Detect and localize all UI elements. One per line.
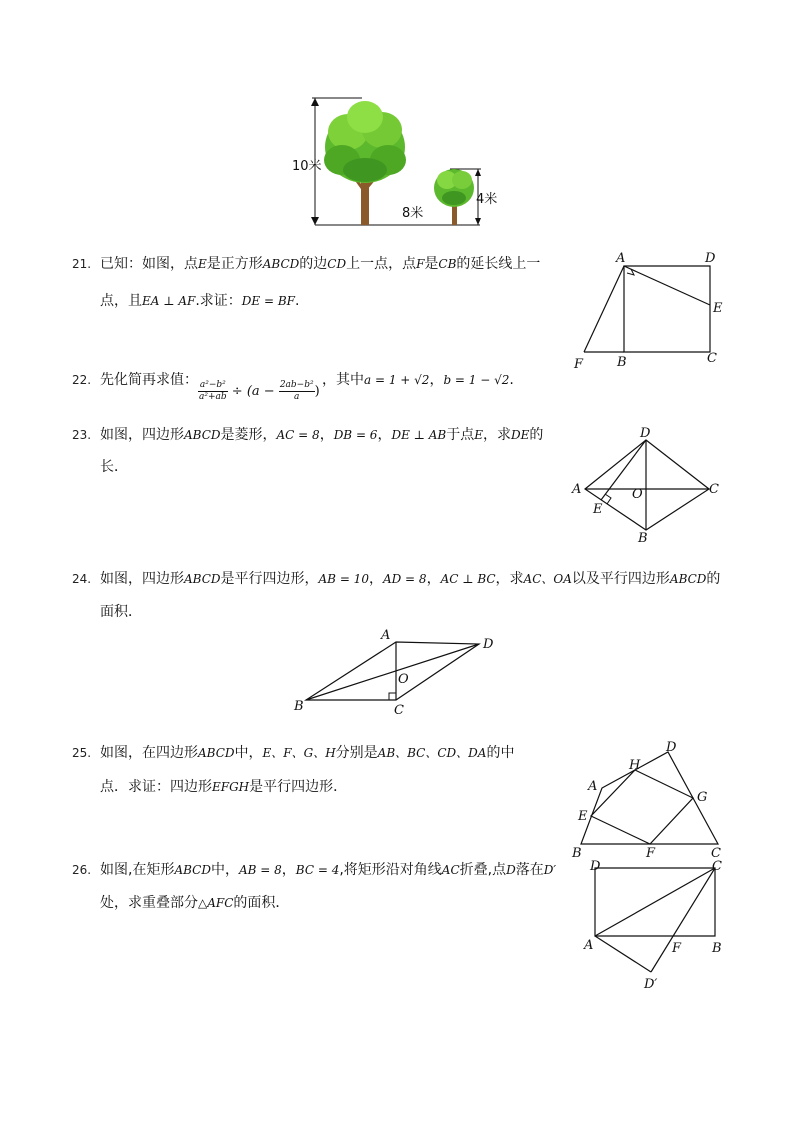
quadrilateral-figure — [568, 740, 730, 862]
label-E: E — [713, 301, 723, 316]
label-H: H — [629, 758, 641, 773]
question-22-expression: $\frac{\text{a²−b²}}{\text{a²+ab}}$ ÷ (a − $\frac{\text{2ab−b²}}{a}$ ) — [199, 380, 320, 402]
label-F: F — [672, 941, 682, 956]
label-A: A — [588, 779, 598, 794]
question-21 — [72, 254, 552, 314]
label-E: E — [578, 809, 588, 824]
parallelogram-figure — [286, 624, 506, 718]
question-22 — [72, 370, 552, 414]
label-C: C — [711, 846, 721, 861]
label-C: C — [394, 703, 404, 718]
square-figure-drawing — [570, 248, 730, 373]
question-number: 25. — [72, 746, 92, 760]
label-C: C — [707, 351, 717, 366]
question-number: 22. — [72, 373, 92, 387]
question-23-line-2: 长． — [100, 459, 128, 475]
question-number: 24. — [72, 572, 92, 586]
question-25-line-2: 点．求证：四边形EFGH是平行四边形． — [100, 779, 348, 795]
question-24-line-2: 面积． — [100, 604, 142, 620]
fraction-2: $\frac{\text{2ab−b²}}{a}$ — [279, 380, 314, 402]
question-21-line-2: 点，且EA ⊥ AF.求证：DE = BF. — [100, 293, 300, 309]
label-B: B — [617, 355, 627, 370]
label-O: O — [398, 672, 409, 687]
label-D: D — [483, 637, 494, 652]
rectangle-fold-figure-drawing — [576, 856, 736, 992]
label-C: C — [709, 482, 719, 497]
question-24-line-1: 如图，四边形ABCD是平行四边形，AB = 10，AD = 8，AC ⊥ BC，求AC、OA以及平行四边形ABCD的 — [100, 571, 721, 587]
label-B: B — [294, 699, 304, 714]
label-O: O — [632, 487, 643, 502]
tree-figure-drawing — [290, 92, 510, 232]
question-26-line-2: 处，求重叠部分△AFC的面积． — [100, 895, 290, 911]
question-number: 26. — [72, 863, 92, 877]
label-D: D — [590, 859, 601, 874]
label-F: F — [574, 357, 584, 372]
question-26 — [72, 860, 572, 920]
question-23 — [72, 425, 552, 485]
label-B: B — [712, 941, 722, 956]
question-22-condition: ，其中a = 1 + √2，b = 1 − √2. — [322, 372, 514, 388]
label-D: D — [705, 251, 716, 266]
square-figure — [570, 248, 730, 373]
label-A: A — [381, 628, 391, 643]
label-D: D — [666, 740, 677, 755]
question-22-line-1: 先化简再求值： — [100, 372, 198, 388]
label-E: E — [593, 502, 603, 517]
question-number: 23. — [72, 428, 92, 442]
question-23-line-1: 如图，四边形ABCD是菱形，AC = 8，DB = 6，DE ⊥ AB于点E，求DE的 — [100, 427, 544, 443]
rectangle-fold-figure — [576, 856, 736, 992]
quadrilateral-figure-drawing — [568, 740, 730, 862]
label-D-prime: D′ — [644, 977, 658, 992]
label-B: B — [638, 531, 648, 546]
label-B: B — [572, 846, 582, 861]
distance-label: 8米 — [402, 206, 424, 221]
question-24 — [72, 569, 732, 629]
question-21-line-1: 已知：如图，点E是正方形ABCD的边CD上一点，点F是CB的延长线上一 — [100, 256, 541, 272]
label-A: A — [572, 482, 582, 497]
rhombus-figure-drawing — [568, 424, 728, 549]
label-A: A — [584, 938, 594, 953]
small-tree-height-label: 4米 — [476, 192, 498, 207]
label-C: C — [712, 859, 722, 874]
question-25-line-1: 如图，在四边形ABCD中，E、F、G、H分别是AB、BC、CD、DA的中 — [100, 745, 515, 761]
label-F: F — [646, 846, 656, 861]
parallelogram-figure-drawing — [286, 624, 506, 718]
rhombus-figure — [568, 424, 728, 549]
question-25 — [72, 743, 552, 803]
big-tree-height-label: 10米 — [292, 159, 322, 174]
big-tree — [324, 101, 406, 225]
question-26-line-1: 如图,在矩形ABCD中，AB = 8，BC = 4,将矩形沿对角线AC折叠,点D落在D′ — [100, 862, 557, 878]
label-A: A — [616, 251, 626, 266]
label-G: G — [697, 790, 708, 805]
tree-figure — [290, 92, 510, 232]
fraction-1: $\frac{\text{a²−b²}}{\text{a²+ab}}$ — [199, 380, 227, 402]
question-number: 21. — [72, 257, 92, 271]
label-D: D — [640, 426, 651, 441]
small-tree — [434, 169, 474, 225]
